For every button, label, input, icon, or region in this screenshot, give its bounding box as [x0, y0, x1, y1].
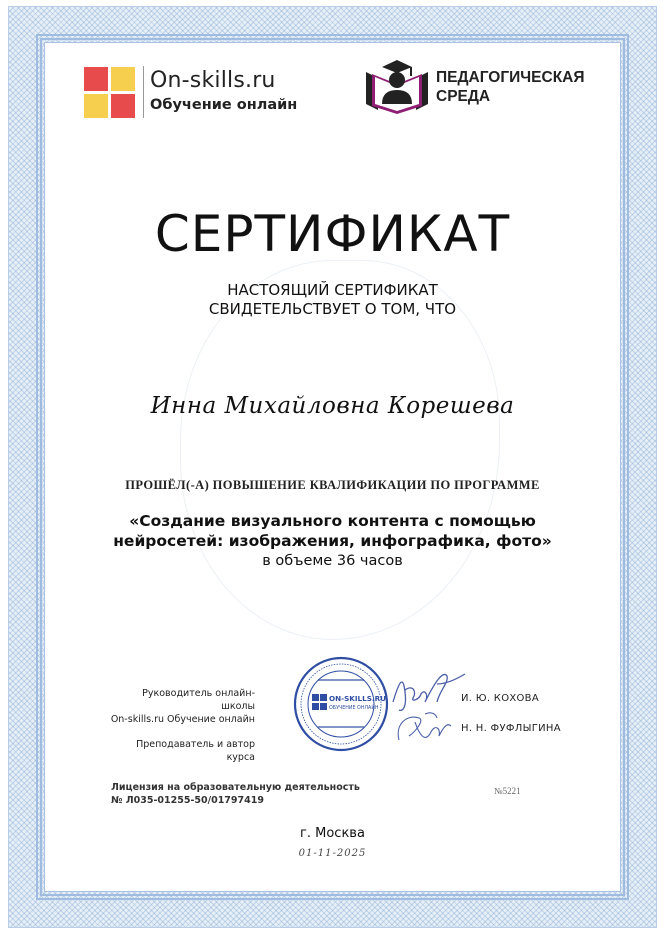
program-hours: в объеме 36 часов: [262, 553, 403, 569]
signatory-roles: [110, 687, 255, 764]
role1-line1: Руководитель онлайн-школы: [142, 688, 255, 712]
graduate-book-icon: [364, 58, 430, 116]
logo-square: [111, 67, 135, 91]
certificate-title: СЕРТИФИКАТ: [154, 205, 511, 263]
logo-right-line1: ПЕДАГОГИЧЕСКАЯ: [436, 69, 585, 86]
logo-brand: On-skills.ru: [150, 68, 276, 93]
official-stamp-icon: [292, 654, 390, 754]
logo-right-line2: СРЕДА: [436, 88, 491, 105]
subtitle-line2: СВИДЕТЕЛЬСТВУЕТ О ТОМ, ЧТО: [208, 300, 457, 318]
on-skills-logo: [84, 66, 297, 118]
license-info: [111, 781, 360, 807]
program-line2: нейросетей: изображения, инфографика, фото»: [113, 532, 552, 550]
passed-program-label: ПРОШЁЛ(-А) ПОВЫШЕНИЕ КВАЛИФИКАЦИИ ПО ПРОГРАММЕ: [125, 478, 540, 492]
stamp-tagline: ОБУЧЕНИЕ ОНЛАЙН: [329, 706, 379, 711]
logo-square: [111, 94, 135, 118]
pedagogical-environment-logo: [364, 58, 585, 116]
signatory-name1: И. Ю. КОХОВА: [461, 693, 539, 704]
logo-tagline: Обучение онлайн: [150, 97, 298, 113]
license-line2: № Л035-01255-50/01797419: [111, 795, 264, 806]
license-line1: Лицензия на образовательную деятельность: [111, 782, 360, 793]
logo-square: [84, 94, 108, 118]
signatory-name2: Н. Н. ФУФЛЫГИНА: [461, 723, 561, 734]
serial-number: №5221: [494, 786, 521, 796]
subtitle-line1: НАСТОЯЩИЙ СЕРТИФИКАТ: [227, 281, 438, 299]
stamp-brand: ON-SKILLS.RU: [329, 694, 386, 703]
role2: Преподаватель и автор курса: [136, 739, 255, 763]
logo-square: [84, 67, 108, 91]
program-title: [0, 511, 665, 551]
certificate-subtitle: [0, 281, 665, 319]
role1-line2: On-skills.ru Обучение онлайн: [110, 714, 255, 725]
logo-divider: [143, 66, 144, 118]
issue-city: г. Москва: [300, 826, 365, 841]
issue-date: 01-11-2025: [298, 848, 367, 859]
logo-squares-icon: [84, 67, 135, 118]
program-line1: «Создание визуального контента с помощью: [129, 512, 536, 530]
recipient-name: Инна Михайловна Корешева: [150, 393, 515, 419]
signatory-names: [461, 693, 561, 753]
